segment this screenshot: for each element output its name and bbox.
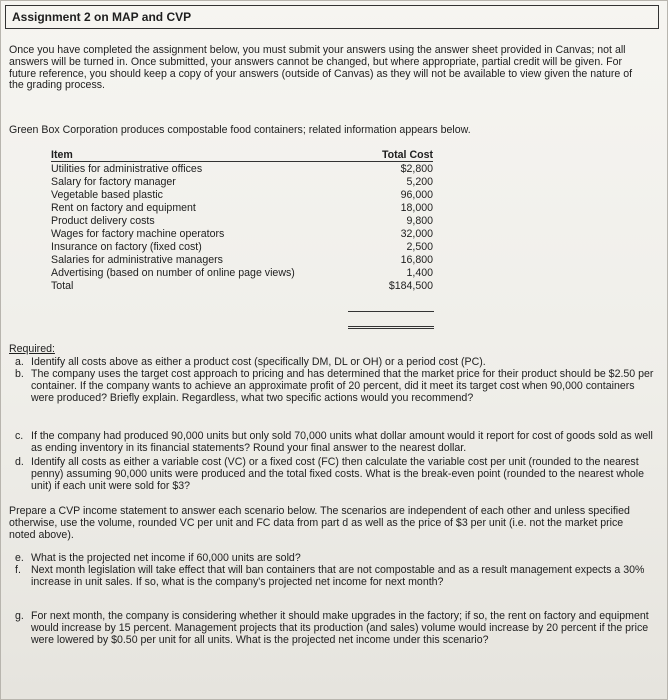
instructions-paragraph: Once you have completed the assignment below, you must submit your answers using the answer sheet provided in Canvas; not all answers will be turned in. Once submitted, your answers cannot be changed, but where appropriate, partial credit will be given. For future reference, you should keep a copy of your answers (outside of Canvas) as they will not be available to view given the nature of the grading process. — [9, 44, 633, 92]
row-cost: $2,800 — [400, 162, 433, 175]
column-header-item: Item — [51, 148, 367, 162]
cost-table-header — [51, 148, 433, 162]
total-double-rule — [348, 328, 434, 329]
question-text: What is the projected net income if 60,000 units are sold? — [31, 552, 301, 564]
table-row — [51, 253, 433, 266]
question-label: f. — [15, 564, 21, 576]
question-b — [9, 369, 655, 404]
row-item: Vegetable based plastic — [51, 188, 163, 201]
row-cost: 1,400 — [406, 266, 433, 279]
question-text: If the company had produced 90,000 units but only sold 70,000 units what dollar amount would it report for cost of goods sold as well as ending inventory in its financial statements? Round your final answer to the nearest dollar. — [31, 430, 653, 454]
question-label: a. — [15, 356, 24, 368]
row-cost: 96,000 — [400, 188, 433, 201]
table-row — [51, 227, 433, 240]
total-rule-top — [348, 311, 434, 312]
table-row — [51, 188, 433, 201]
row-item: Salary for factory manager — [51, 175, 176, 188]
question-label: g. — [15, 610, 24, 622]
row-item: Advertising (based on number of online page views) — [51, 266, 295, 279]
table-row — [51, 162, 433, 176]
table-row — [51, 201, 433, 214]
cvp-instructions: Prepare a CVP income statement to answer each scenario below. The scenarios are independent of each other and unless specified otherwise, use the volume, rounded VC per unit and FC data from part d as well as the price of $3 per unit (i.e. not the market price noted above). — [9, 505, 630, 541]
table-row — [51, 266, 433, 279]
question-f — [9, 565, 655, 589]
table-row — [51, 214, 433, 227]
question-text: Next month legislation will take effect that will ban containers that are not compostable and as a result management expects a 30% increase in unit sales. If so, what is the company's projected net income for next month? — [31, 564, 645, 588]
row-item: Utilities for administrative offices — [51, 162, 203, 175]
title-box — [5, 5, 659, 29]
total-row — [51, 279, 433, 292]
row-item: Insurance on factory (fixed cost) — [51, 240, 202, 253]
required-heading: Required: — [9, 343, 55, 355]
question-label: d. — [15, 456, 24, 468]
table-row — [51, 175, 433, 188]
question-c — [9, 431, 655, 455]
question-label: c. — [15, 430, 24, 442]
table-row — [51, 240, 433, 253]
row-cost: 16,800 — [400, 253, 433, 266]
question-text: Identify all costs above as either a product cost (specifically DM, DL or OH) or a period cost (PC). — [31, 356, 486, 368]
total-value: $184,500 — [388, 279, 433, 292]
row-cost: 5,200 — [406, 175, 433, 188]
row-cost: 2,500 — [406, 240, 433, 253]
row-item: Wages for factory machine operators — [51, 227, 225, 240]
intro-sentence: Green Box Corporation produces compostable food containers; related information appears below. — [9, 124, 471, 136]
row-item: Rent on factory and equipment — [51, 201, 196, 214]
question-d — [9, 457, 655, 492]
total-label: Total — [51, 279, 74, 292]
row-item: Product delivery costs — [51, 214, 155, 227]
total-double-rule — [348, 326, 434, 327]
page-title: Assignment 2 on MAP and CVP — [12, 10, 192, 24]
row-cost: 32,000 — [400, 227, 433, 240]
column-header-total-cost: Total Cost — [367, 148, 433, 162]
question-g — [9, 611, 655, 646]
question-label: e. — [15, 552, 24, 564]
row-item: Salaries for administrative managers — [51, 253, 223, 266]
cost-table — [51, 148, 433, 292]
question-text: Identify all costs as either a variable cost (VC) or a fixed cost (FC) then calculate the variable cost per unit (rounded to the nearest penny) assuming 90,000 units were produced and the total fixed costs. What is the break-even point (rounded to the nearest whole unit) if each unit were sold for $3? — [31, 456, 645, 492]
question-text: For next month, the company is considering whether it should make upgrades in the factory; if so, the rent on factory and equipment would increase by 15 percent. Management projects that its production (and sales) volume would increase by 20 percent if the price were lowered by $0.50 per unit for all units. What is the projected net income under this scenario? — [31, 610, 649, 646]
row-cost: 18,000 — [400, 201, 433, 214]
question-text: The company uses the target cost approach to pricing and has determined that the market price for their product should be $2.50 per container. If the company wants to achieve an approximate profit of 20 percent, did it meet its target cost when 90,000 containers were produced? Briefly explain. Regardless, what two specific actions would you recommend? — [31, 368, 654, 404]
question-label: b. — [15, 368, 24, 380]
row-cost: 9,800 — [406, 214, 433, 227]
